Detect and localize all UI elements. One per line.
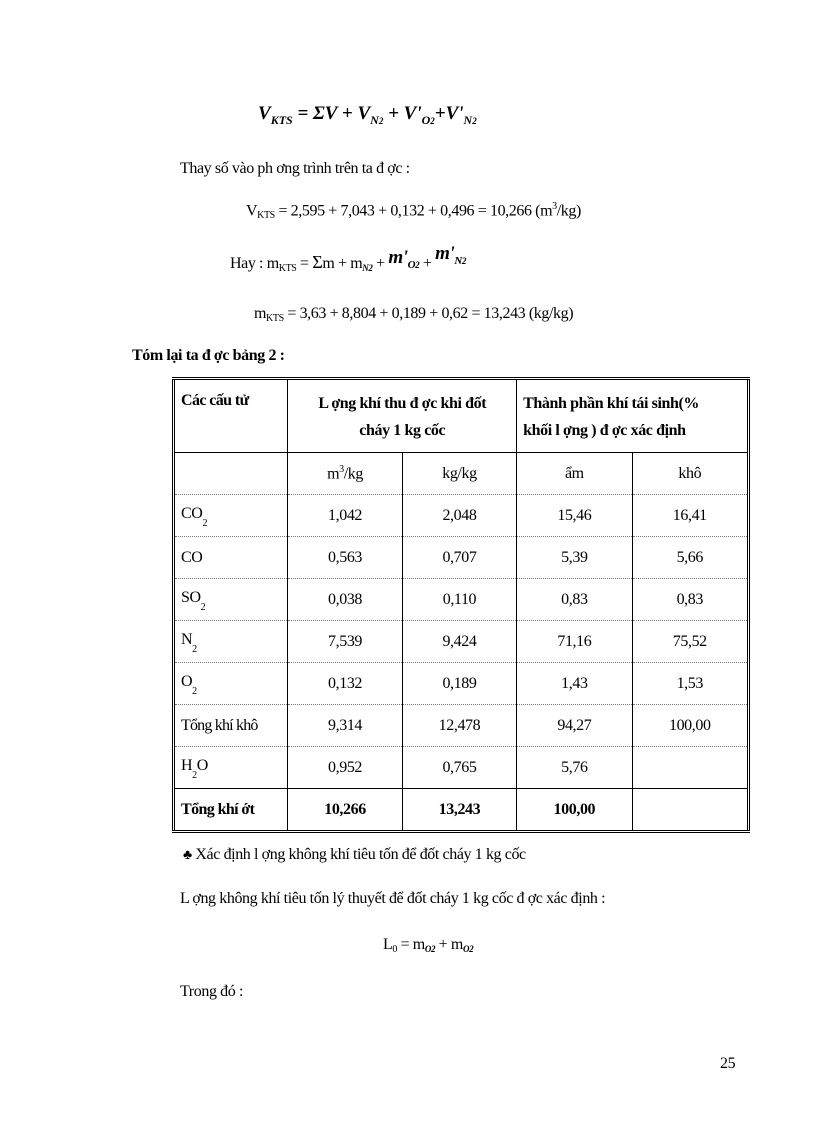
total-m3kg: 10,266 [288, 789, 402, 832]
mkts-result-line: mKTS = 3,63 + 8,804 + 0,189 + 0,62 = 13,243 (kg/kg) [254, 305, 574, 324]
theory-line: L ợng không khí tiêu tốn lý thuyết để đốt cháy 1 kg cốc đ ợc xác định : [180, 890, 606, 907]
header-components: Các cấu tử [174, 379, 288, 453]
cell-am: 15,46 [517, 495, 632, 537]
cell-kho: 0,83 [632, 579, 748, 621]
table-caption: Tóm lại ta đ ợc bảng 2 : [132, 347, 285, 364]
cell-am: 71,16 [517, 621, 632, 663]
row-component: $H_2O$ [174, 747, 288, 789]
l0-equation: L0 = mO2 + mO2 [383, 936, 474, 955]
cell-m3kg: 0,132 [288, 663, 402, 705]
club-icon: ♣ [183, 848, 192, 863]
table-row [174, 495, 749, 537]
row-component: Tổng khí khô [174, 705, 288, 747]
total-kgkg: 13,243 [402, 789, 516, 832]
cell-m3kg: 7,539 [288, 621, 402, 663]
cell-m3kg: 0,563 [288, 537, 402, 579]
vkts-result-line: VKTS = 2,595 + 7,043 + 0,132 + 0,496 = 10,266 $(m^3/kg)$ [246, 201, 581, 222]
table-row [174, 579, 749, 621]
row-component: $SO_2$ [174, 579, 288, 621]
cell-m3kg: 9,314 [288, 705, 402, 747]
hay-equation-line: Hay : mKTS = $\Sigma m + mN2 + m'_{O2} + m'_{N2}$ [230, 243, 466, 274]
table-row [174, 621, 749, 663]
row-component: $N_2$ [174, 621, 288, 663]
bullet-line: ♣ Xác định l ợng không khí tiêu tốn để đốt cháy 1 kg cốc [183, 846, 526, 863]
unit-m3kg: $m^3/kg$ [288, 453, 402, 495]
cell-m3kg: 0,038 [288, 579, 402, 621]
cell-kho: 1,53 [632, 663, 748, 705]
cell-kgkg: 0,707 [402, 537, 516, 579]
equation-vkts: $V_{KTS} = \Sigma V + V_{N2} + V'_{O2}+V'_{N2}$ [258, 103, 477, 127]
table-total-row [174, 789, 749, 832]
cell-m3kg: 1,042 [288, 495, 402, 537]
total-kho [632, 789, 748, 832]
cell-kgkg: 2,048 [402, 495, 516, 537]
row-component: CO [174, 537, 288, 579]
cell-am: 0,83 [517, 579, 632, 621]
cell-m3kg: 0,952 [288, 747, 402, 789]
cell-kgkg: 12,478 [402, 705, 516, 747]
unit-kho: khô [632, 453, 748, 495]
cell-am: 5,76 [517, 747, 632, 789]
trong-do-line: Trong đó : [180, 983, 243, 1000]
cell-am: 1,43 [517, 663, 632, 705]
cell-kgkg: 0,765 [402, 747, 516, 789]
row-component: $CO_2$ [174, 495, 288, 537]
cell-kho: 5,66 [632, 537, 748, 579]
total-label: Tổng khí ớt [174, 789, 288, 832]
unit-am: ẩm [517, 453, 632, 495]
total-am: 100,00 [517, 789, 632, 832]
cell-am: 5,39 [517, 537, 632, 579]
cell-kgkg: 0,110 [402, 579, 516, 621]
table-row [174, 663, 749, 705]
table-row [174, 747, 749, 789]
cell-kgkg: 0,189 [402, 663, 516, 705]
units-row [174, 453, 749, 495]
substitute-line: Thay số vào ph ơng trình trên ta đ ợc : [180, 160, 410, 177]
page-number: 25 [720, 1055, 736, 1072]
unit-kgkg: kg/kg [402, 453, 516, 495]
cell-kho [632, 747, 748, 789]
cell-kgkg: 9,424 [402, 621, 516, 663]
cell-kho: 16,41 [632, 495, 748, 537]
table-row [174, 705, 749, 747]
cell-kho: 75,52 [632, 621, 748, 663]
cell-kho: 100,00 [632, 705, 748, 747]
header-composition: Thành phần khí tái sinh(% khối l ợng ) đ ợc xác định [517, 379, 749, 453]
table-header-row [174, 379, 749, 453]
table-row [174, 537, 749, 579]
header-gas-amount: L ợng khí thu đ ợc khi đốt cháy 1 kg cốc [288, 379, 517, 453]
cell-am: 94,27 [517, 705, 632, 747]
row-component: $O_2$ [174, 663, 288, 705]
gas-composition-table [172, 377, 750, 833]
